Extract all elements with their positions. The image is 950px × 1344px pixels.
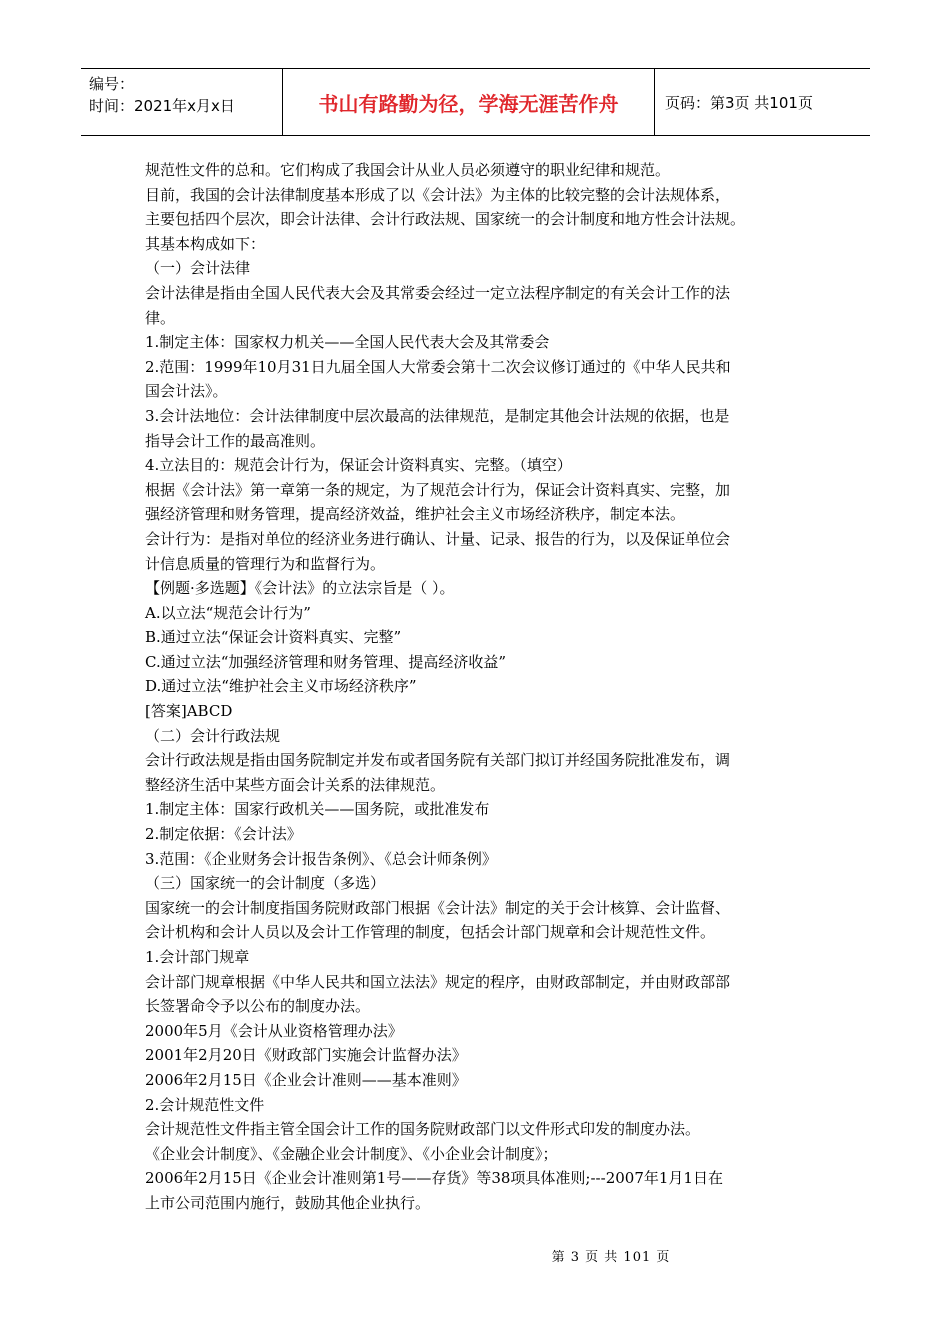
body-line: 上市公司范围内施行，鼓励其他企业执行。	[145, 1193, 431, 1212]
body-line: （二）会计行政法规	[145, 726, 281, 745]
body-line: 2.范围：1999年10月31日九届全国人大常委会第十二次会议修订通过的《中华人民共和	[145, 357, 731, 376]
body-line: 2006年2月15日《企业会计准则——基本准则》	[145, 1070, 467, 1089]
body-line: [答案]ABCD	[145, 702, 233, 721]
body-line: 会计行政法规是指由国务院制定并发布或者国务院有关部门拟订并经国务院批准发布，调	[145, 751, 731, 770]
body-line: A.以立法“规范会计行为”	[145, 603, 311, 622]
body-line: 国家统一的会计制度指国务院财政部门根据《会计法》制定的关于会计核算、会计监督、	[145, 898, 731, 917]
body-line: 2006年2月15日《企业会计准则第1号——存货》等38项具体准则;---2007年1月1日在	[145, 1169, 723, 1188]
body-line: 3.会计法地位：会计法律制度中层次最高的法律规范，是制定其他会计法规的依据，也是	[145, 406, 730, 425]
body-line: 会计机构和会计人员以及会计工作管理的制度，包括会计部门规章和会计规范性文件。	[145, 923, 716, 942]
body-line: 整经济生活中某些方面会计关系的法律规范。	[145, 775, 446, 794]
header-page-label: 页码：第3页 共101页	[665, 93, 813, 112]
body-line: 会计法律是指由全国人民代表大会及其常委会经过一定立法程序制定的有关会计工作的法	[145, 283, 731, 302]
document-date-label: 时间：2021年x月x日	[89, 97, 235, 115]
header-meta	[81, 69, 283, 135]
body-line: 根据《会计法》第一章第一条的规定，为了规范会计行为，保证会计资料真实、完整，加	[145, 480, 731, 499]
page-header	[81, 68, 870, 136]
body-line: 4.立法目的：规范会计行为，保证会计资料真实、完整。（填空）	[145, 456, 572, 475]
body-line: 《企业会计制度》、《金融企业会计制度》、《小企业会计制度》；	[145, 1144, 558, 1163]
body-line: 3.范围：《企业财务会计报告条例》、《总会计师条例》	[145, 849, 497, 868]
body-line: C.通过立法“加强经济管理和财务管理、提高经济收益”	[145, 652, 507, 671]
body-line: 1.会计部门规章	[145, 948, 250, 966]
body-line: 规范性文件的总和。它们构成了我国会计从业人员必须遵守的职业纪律和规范。	[145, 161, 671, 179]
document-body	[145, 158, 815, 1216]
body-line: 律。	[145, 308, 176, 327]
header-motto: 书山有路勤为径，学海无涯苦作舟	[283, 69, 655, 135]
body-line: 指导会计工作的最高准则。	[145, 431, 326, 450]
document-number-label: 编号：	[89, 75, 135, 93]
body-line: 2000年5月《会计从业资格管理办法》	[145, 1021, 403, 1040]
body-line: 计信息质量的管理行为和监督行为。	[145, 554, 386, 573]
body-line: 【例题·多选题】《会计法》的立法宗旨是（ ）。	[145, 579, 455, 598]
body-line: 会计行为：是指对单位的经济业务进行确认、计量、记录、报告的行为，以及保证单位会	[145, 529, 731, 548]
body-line: 会计部门规章根据《中华人民共和国立法法》规定的程序，由财政部制定，并由财政部部	[145, 972, 731, 991]
body-line: D.通过立法“维护社会主义市场经济秩序”	[145, 677, 417, 696]
body-line: （三）国家统一的会计制度（多选）	[145, 874, 386, 893]
body-line: （一）会计法律	[145, 259, 251, 278]
body-line: 强经济管理和财务管理，提高经济效益，维护社会主义市场经济秩序，制定本法。	[145, 505, 686, 524]
body-line: 主要包括四个层次，即会计法律、会计行政法规、国家统一的会计制度和地方性会计法规。	[145, 210, 746, 229]
body-line: 其基本构成如下：	[145, 234, 266, 253]
page-footer: 第 3 页 共 101 页	[551, 1250, 671, 1265]
body-line: 2.会计规范性文件	[145, 1095, 265, 1114]
body-line: 2001年2月20日《财政部门实施会计监督办法》	[145, 1046, 467, 1065]
body-line: B.通过立法“保证会计资料真实、完整”	[145, 628, 402, 647]
body-line: 2.制定依据：《会计法》	[145, 825, 302, 844]
body-line: 目前，我国的会计法律制度基本形成了以《会计法》为主体的比较完整的会计法规体系，	[145, 185, 731, 204]
body-line: 国会计法》。	[145, 382, 228, 401]
body-line: 长签署命令予以公布的制度办法。	[145, 997, 371, 1016]
body-line: 1.制定主体：国家权力机关——全国人民代表大会及其常委会	[145, 333, 550, 352]
body-line: 会计规范性文件指主管全国会计工作的国务院财政部门以文件形式印发的制度办法。	[145, 1120, 701, 1139]
body-line: 1.制定主体：国家行政机关——国务院，或批准发布	[145, 800, 490, 819]
